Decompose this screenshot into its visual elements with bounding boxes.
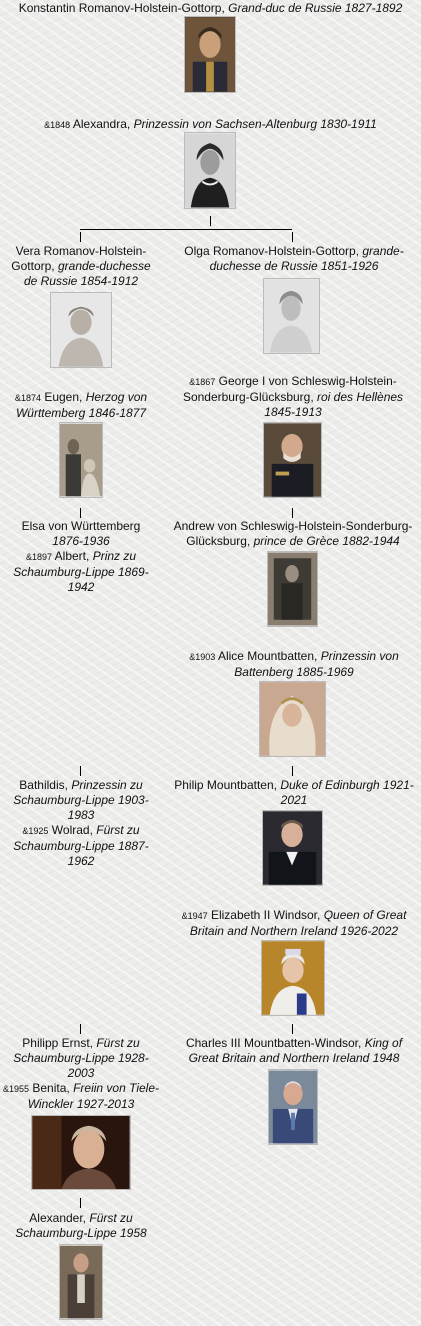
spouse-wolrad[interactable] <box>6 823 156 869</box>
person-alexander[interactable] <box>6 1211 156 1241</box>
person-name: Eugen, <box>44 390 83 404</box>
person-name: Wolrad, <box>51 823 93 837</box>
person-title: grande-duchesse de Russie 1854-1912 <box>23 259 151 288</box>
person-elsa[interactable] <box>6 519 156 549</box>
person-title: Herzog von Württemberg 1846-1877 <box>15 390 148 420</box>
portrait-george[interactable] <box>263 422 322 498</box>
person-name: Philipp Ernst, <box>22 1036 93 1050</box>
portrait-vera[interactable] <box>50 292 112 368</box>
person-name: Konstantin Romanov-Holstein-Gottorp, <box>18 1 225 15</box>
person-name: Alice Mountbatten, <box>217 649 318 663</box>
person-name: Elsa von Württemberg <box>21 519 141 533</box>
person-name: Elizabeth II Windsor, <box>210 908 321 922</box>
portrait-andrew[interactable] <box>267 551 318 627</box>
connector-philipp <box>80 1024 81 1034</box>
person-title: Fürst zu Schaumburg-Lippe 1958 <box>15 1211 147 1240</box>
marriage-marker: &1867 <box>189 377 216 387</box>
connector-root-down <box>210 216 211 226</box>
person-name: Albert, <box>54 549 90 563</box>
person-bathildis[interactable] <box>6 778 156 823</box>
portrait-olga[interactable] <box>263 278 320 354</box>
person-title: grande-duchesse de Russie 1851-1926 <box>209 244 404 273</box>
person-title: Prinz zu Schaumburg-Lippe 1869-1942 <box>13 549 149 594</box>
portrait-konstantin[interactable] <box>184 16 236 93</box>
spouse-george[interactable] <box>166 374 420 420</box>
connector-olga <box>292 232 293 242</box>
spouse-eugen[interactable] <box>6 390 156 421</box>
person-name: Andrew von Schleswig-Holstein-Sonderburg-Glücksburg, <box>173 519 413 548</box>
person-title: King of Great Britain and Northern Ireland 1948 <box>188 1036 403 1065</box>
person-title: Freiin von Tiele-Winckler 1927-2013 <box>27 1081 159 1111</box>
connector-philip <box>292 766 293 776</box>
spouse-albert[interactable] <box>6 549 156 595</box>
person-title: Prinzessin von Sachsen-Altenburg 1830-1911 <box>133 117 377 131</box>
connector-charles <box>292 1024 293 1034</box>
person-title: 1876-1936 <box>52 534 110 548</box>
marriage-marker: &1947 <box>181 911 208 921</box>
connector-alexander <box>80 1198 81 1208</box>
person-title: Fürst zu Schaumburg-Lippe 1887-1962 <box>13 823 149 868</box>
person-title: Fürst zu Schaumburg-Lippe 1928-2003 <box>13 1036 149 1080</box>
person-name: George I von Schleswig-Holstein-Sonderburg-Glücksburg, <box>182 374 397 404</box>
person-title: Queen of Great Britain and Northern Ireland 1926-2022 <box>189 908 407 938</box>
person-title: Grand-duc de Russie 1827-1892 <box>228 1 403 15</box>
portrait-philip[interactable] <box>262 810 323 886</box>
person-charles[interactable] <box>170 1036 418 1066</box>
connector-children-bar <box>80 229 292 230</box>
person-name: Alexandra, <box>72 117 131 131</box>
person-andrew[interactable] <box>164 519 421 549</box>
portrait-alice[interactable] <box>259 681 326 757</box>
portrait-alexander[interactable] <box>59 1244 103 1320</box>
spouse-alexandra[interactable] <box>0 117 421 133</box>
portrait-benita[interactable] <box>31 1115 131 1190</box>
marriage-marker: &1925 <box>22 826 49 836</box>
person-title: Prinzessin von Battenberg 1885-1969 <box>234 649 399 679</box>
person-title: prince de Grèce 1882-1944 <box>253 534 400 548</box>
connector-andrew <box>292 508 293 518</box>
connector-vera <box>80 232 81 242</box>
person-philipp-ernst[interactable] <box>6 1036 156 1081</box>
person-olga[interactable] <box>170 244 418 274</box>
person-vera[interactable] <box>6 244 156 289</box>
marriage-marker: &1874 <box>14 393 41 403</box>
marriage-marker: &1848 <box>44 120 71 130</box>
portrait-charles[interactable] <box>268 1069 318 1145</box>
person-title: Duke of Edinburgh 1921-2021 <box>280 778 414 807</box>
person-name: Alexander, <box>29 1211 87 1225</box>
person-philip[interactable] <box>170 778 418 808</box>
person-title: roi des Hellènes 1845-1913 <box>264 390 404 419</box>
portrait-eugen[interactable] <box>59 422 103 498</box>
person-name: Olga Romanov-Holstein-Gottorp, <box>184 244 360 258</box>
person-name: Philip Mountbatten, <box>174 778 277 792</box>
portrait-alexandra[interactable] <box>184 132 236 209</box>
person-name: Bathildis, <box>19 778 68 792</box>
connector-elsa <box>80 508 81 518</box>
spouse-elizabeth[interactable] <box>168 908 420 939</box>
person-konstantin[interactable] <box>0 1 421 16</box>
person-name: Benita, <box>32 1081 70 1095</box>
person-name: Charles III Mountbatten-Windsor, <box>185 1036 362 1050</box>
marriage-marker: &1955 <box>2 1084 30 1094</box>
spouse-alice[interactable] <box>170 649 418 680</box>
person-name: Vera Romanov-Holstein-Gottorp, <box>11 244 147 273</box>
marriage-marker: &1903 <box>189 652 216 662</box>
marriage-marker: &1897 <box>25 552 52 562</box>
person-title: Prinzessin zu Schaumburg-Lippe 1903-1983 <box>13 778 149 822</box>
spouse-benita[interactable] <box>0 1081 162 1112</box>
portrait-elizabeth[interactable] <box>261 940 325 1016</box>
connector-bathildis <box>80 766 81 776</box>
